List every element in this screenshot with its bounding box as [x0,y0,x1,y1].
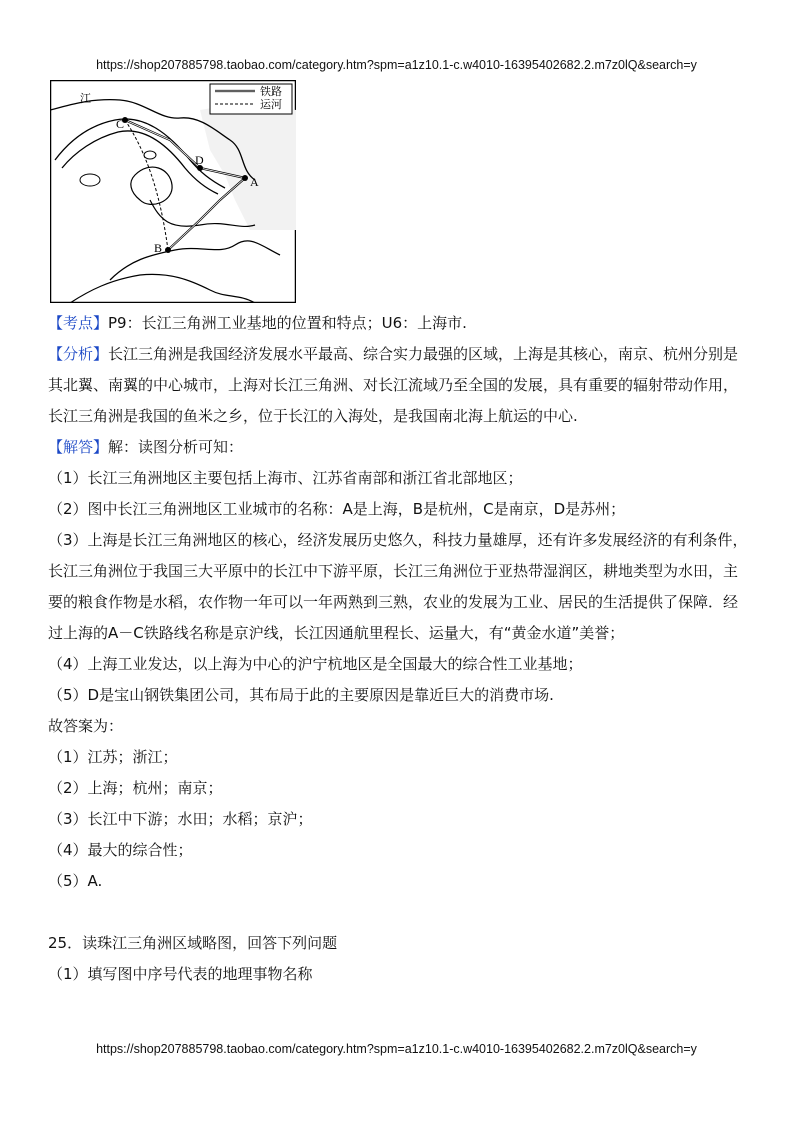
label-A: A [250,175,259,189]
legend-railway: 铁路 [260,85,282,98]
jieda-intro: 解：读图分析可知： [108,438,244,456]
label-river: 江 [80,92,91,105]
fenxi-paragraph [48,339,748,432]
fenxi-text: 长江三角洲是我国经济发展水平最高、综合实力最强的区域，上海是其核心，南京、杭州分别是其北翼、南翼的中心城市，上海对长江三角洲、对长江流域乃至全国的发展，具有重要的辐射带动作用，长江三角洲是我国的鱼米之乡，位于长江的入海处，是我国南北海上航运的中心. [48,345,739,425]
solution-content [48,308,748,990]
answer-item: （3）长江中下游；水田；水稻；京沪； [48,810,313,828]
answer-item: （4）最大的综合性； [48,841,193,859]
jieda-item: （2）图中长江三角洲地区工业城市的名称：A是上海，B是杭州，C是南京，D是苏州； [48,500,626,518]
answer-item: （5）A. [48,872,103,890]
label-D: D [195,153,204,167]
jieda-item: （1）长江三角洲地区主要包括上海市、江苏省南部和浙江省北部地区； [48,469,523,487]
kaodian-tag: 【考点】 [48,314,109,332]
kaodian-text: P9：长江三角洲工业基地的位置和特点；U6：上海市. [108,314,467,332]
label-B: B [154,241,163,255]
jieda-item: （5）D是宝山钢铁集团公司，其布局于此的主要原因是靠近巨大的消费市场. [48,686,554,704]
answer-title: 故答案为： [48,717,124,735]
question25-sub: （1）填写图中序号代表的地理事物名称 [48,965,313,983]
question25-title: 25．读珠江三角洲区域略图，回答下列问题 [48,934,338,952]
jieda-tag: 【解答】 [48,438,109,456]
footer-url: https://shop207885798.taobao.com/category.htm?spm=a1z10.1-c.w4010-16395402682.2.m7z0lQ&search=y [96,1042,697,1056]
fenxi-tag: 【分析】 [48,345,109,363]
label-C: C [116,117,125,131]
yangtze-delta-map [50,80,296,303]
kaodian-line [48,308,748,339]
answer-item: （2）上海；杭州；南京； [48,779,223,797]
jieda-item: （4）上海工业发达，以上海为中心的沪宁杭地区是全国最大的综合性工业基地； [48,655,583,673]
jieda-line [48,432,748,463]
answer-item: （1）江苏；浙江； [48,748,178,766]
legend-canal: 运河 [260,98,282,111]
header-url: https://shop207885798.taobao.com/category.htm?spm=a1z10.1-c.w4010-16395402682.2.m7z0lQ&search=y [96,58,697,72]
jieda-item: （3）上海是长江三角洲地区的核心，经济发展历史悠久，科技力量雄厚，还有许多发展经济的有利条件，长江三角洲位于我国三大平原中的长江中下游平原，长江三角洲位于亚热带湿润区，耕地类型为水田，主要的粮食作物是水稻，农作物一年可以一年两熟到三熟，农业的发展为工业、居民的生活提供了保障．经过上海的A－C铁路线名称是京沪线，长江因通航里程长、运量大，有“黄金水道”美誉； [48,531,748,642]
